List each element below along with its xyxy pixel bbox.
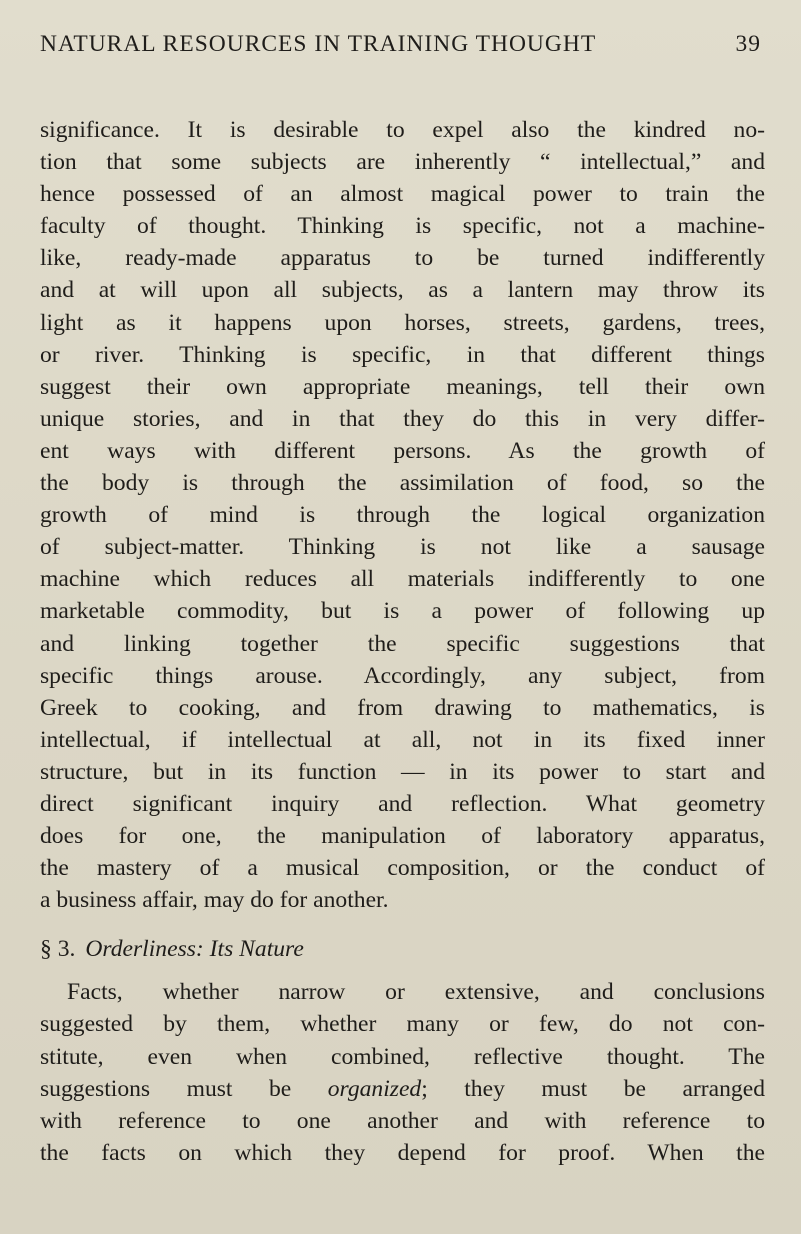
text-line: intellectual, if intellectual at all, not in its fixed inner bbox=[40, 726, 765, 753]
text-line: growth of mind is through the logical organization bbox=[40, 502, 765, 529]
running-title: NATURAL RESOURCES IN TRAINING THOUGHT bbox=[40, 31, 597, 57]
text-line: and at will upon all subjects, as a lantern may throw its bbox=[40, 277, 765, 304]
text-line: the body is through the assimilation of food, so the bbox=[40, 470, 765, 497]
text-line: or river. Thinking is specific, in that different things bbox=[40, 341, 765, 368]
emphasized-word: organized bbox=[327, 1075, 422, 1102]
text-line: Greek to cooking, and from drawing to mathematics, is bbox=[40, 694, 765, 721]
main-text bbox=[40, 114, 765, 1169]
text-line: the mastery of a musical composition, or the conduct of bbox=[40, 855, 765, 882]
text-line: hence possessed of an almost magical power to train the bbox=[40, 181, 765, 208]
running-head bbox=[40, 31, 767, 71]
text-line: structure, but in its function — in its power to start and bbox=[40, 758, 765, 785]
text-line: Facts, whether narrow or extensive, and conclusions bbox=[67, 979, 765, 1006]
text-line: with reference to one another and with reference to bbox=[40, 1107, 765, 1134]
text-line: tion that some subjects are inherently “ intellectual,” and bbox=[40, 149, 765, 176]
text-line: a business affair, may do for another. bbox=[40, 887, 389, 914]
page-number: 39 bbox=[735, 31, 761, 57]
text-line: faculty of thought. Thinking is specific, not a machine- bbox=[40, 213, 765, 240]
line-text-after-emphasis: ; they must be arranged bbox=[421, 1075, 765, 1102]
text-line: ent ways with different persons. As the growth of bbox=[40, 437, 765, 464]
text-line: of subject-matter. Thinking is not like a sausage bbox=[40, 534, 765, 561]
text-line: direct significant inquiry and reflection. What geometry bbox=[40, 790, 765, 817]
text-line: does for one, the manipulation of laboratory apparatus, bbox=[40, 823, 765, 850]
text-line bbox=[40, 1073, 765, 1105]
text-line: and linking together the specific suggestions that bbox=[40, 630, 765, 657]
text-line: unique stories, and in that they do this in very differ- bbox=[40, 405, 765, 432]
text-line: stitute, even when combined, reflective thought. The bbox=[40, 1043, 765, 1070]
text-line: the facts on which they depend for proof. When the bbox=[40, 1139, 765, 1166]
section-number: § 3. bbox=[40, 936, 76, 963]
text-line: machine which reduces all materials indifferently to one bbox=[40, 566, 765, 593]
paragraph-continuation bbox=[40, 114, 765, 916]
text-line: suggested by them, whether many or few, do not con- bbox=[40, 1011, 765, 1038]
text-line: marketable commodity, but is a power of following up bbox=[40, 598, 765, 625]
text-line: like, ready-made apparatus to be turned indifferently bbox=[40, 245, 765, 272]
section-paragraph bbox=[40, 976, 765, 1169]
text-line: specific things arouse. Accordingly, any subject, from bbox=[40, 662, 765, 689]
text-line: significance. It is desirable to expel also the kindred no- bbox=[40, 117, 765, 143]
section-title: Orderliness: Its Nature bbox=[85, 936, 304, 963]
text-line: suggest their own appropriate meanings, tell their own bbox=[40, 373, 765, 400]
text-line: light as it happens upon horses, streets, gardens, trees, bbox=[40, 309, 765, 336]
line-text-before-emphasis: suggestions must be bbox=[40, 1075, 292, 1102]
section-heading bbox=[40, 933, 765, 965]
